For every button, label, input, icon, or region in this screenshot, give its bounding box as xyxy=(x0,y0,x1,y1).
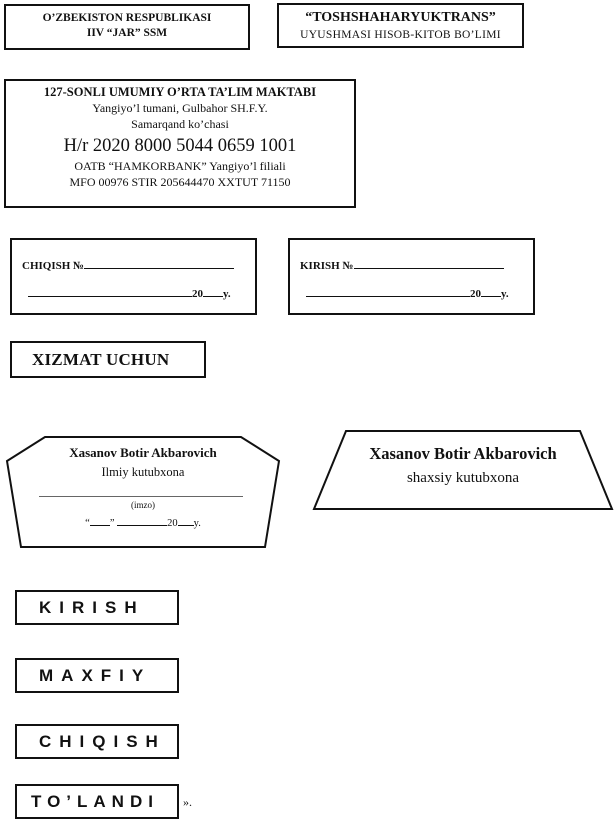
transport-line1: “TOSHSHAHARYUKTRANS” xyxy=(305,10,496,25)
school-address2: Samarqand ko’chasi xyxy=(131,116,229,131)
school-account: H/r 2020 8000 5044 0659 1001 xyxy=(63,136,297,156)
stamp-maxfiy xyxy=(15,658,179,693)
incoming-number-line xyxy=(354,268,504,269)
stamp-kirish xyxy=(15,590,179,625)
outgoing-date-line xyxy=(28,296,192,297)
incoming-date-row xyxy=(306,288,509,300)
hex-day-line xyxy=(90,525,110,526)
kirish-text: KIRISH xyxy=(39,598,145,617)
trap-owner: Xasanov Botir Akbarovich xyxy=(369,444,557,463)
hex-date-row xyxy=(5,518,281,529)
republic-line1: O’ZBEKISTON RESPUBLIKASI xyxy=(42,12,212,24)
outgoing-year-prefix: 20 xyxy=(192,288,203,300)
hex-date-open-quote: “ xyxy=(85,518,90,529)
outgoing-date-row xyxy=(28,288,231,300)
stamp-incoming xyxy=(288,238,535,315)
incoming-label: KIRISH № xyxy=(300,260,354,272)
school-address1: Yangiyo’l tumani, Gulbahor SH.F.Y. xyxy=(92,101,268,115)
hex-signature-caption: (imzo) xyxy=(131,500,155,510)
hex-signature-line xyxy=(39,496,243,497)
outgoing-number-row xyxy=(22,260,234,272)
school-bank: OATB “HAMKORBANK” Yangiyo’l filiali xyxy=(74,159,286,173)
hex-date-close-quote: ” xyxy=(109,518,115,529)
chiqish-text: CHIQISH xyxy=(39,732,166,751)
maxfiy-text: MAXFIY xyxy=(39,666,152,685)
incoming-year-prefix: 20 xyxy=(470,288,481,300)
republic-line2: IIV “JAR” SSM xyxy=(86,27,168,39)
incoming-year-suffix: y. xyxy=(501,288,509,300)
outgoing-number-line xyxy=(84,268,234,269)
hex-month-line xyxy=(117,525,167,526)
outgoing-year-line xyxy=(203,296,223,297)
transport-line2: UYUSHMASI HISOB-KITOB BO’LIMI xyxy=(300,29,501,41)
incoming-date-line xyxy=(306,296,470,297)
hex-year-prefix: 20 xyxy=(167,518,178,529)
hex-year-line xyxy=(178,525,194,526)
hex-owner: Xasanov Botir Akbarovich xyxy=(69,445,217,460)
hex-year-suffix: y. xyxy=(193,518,201,529)
school-name: 127-SONLI UMUMIY O’RTA TA’LIM MAKTABI xyxy=(43,85,317,99)
outgoing-label: CHIQISH № xyxy=(22,260,85,272)
tolandi-text: TO’LANDI xyxy=(31,792,159,811)
stamp-tolandi xyxy=(15,784,179,819)
tolandi-tail: ». xyxy=(183,795,192,809)
service-text: XIZMAT UCHUN xyxy=(32,350,170,369)
trap-library: shaxsiy kutubxona xyxy=(406,470,520,486)
incoming-year-line xyxy=(481,296,501,297)
hex-library: Ilmiy kutubxona xyxy=(101,465,185,479)
trap-stamp xyxy=(312,430,614,510)
outgoing-year-suffix: y. xyxy=(223,288,231,300)
incoming-number-row xyxy=(300,260,504,272)
stamp-outgoing xyxy=(10,238,257,315)
school-codes: MFO 00976 STIR 205644470 XXTUT 71150 xyxy=(69,174,291,189)
stamp-republic xyxy=(4,4,250,50)
stamp-chiqish xyxy=(15,724,179,759)
stamp-service xyxy=(10,341,206,378)
stamp-transport xyxy=(277,3,524,48)
stamp-school xyxy=(4,79,356,208)
hex-stamp xyxy=(5,436,281,549)
